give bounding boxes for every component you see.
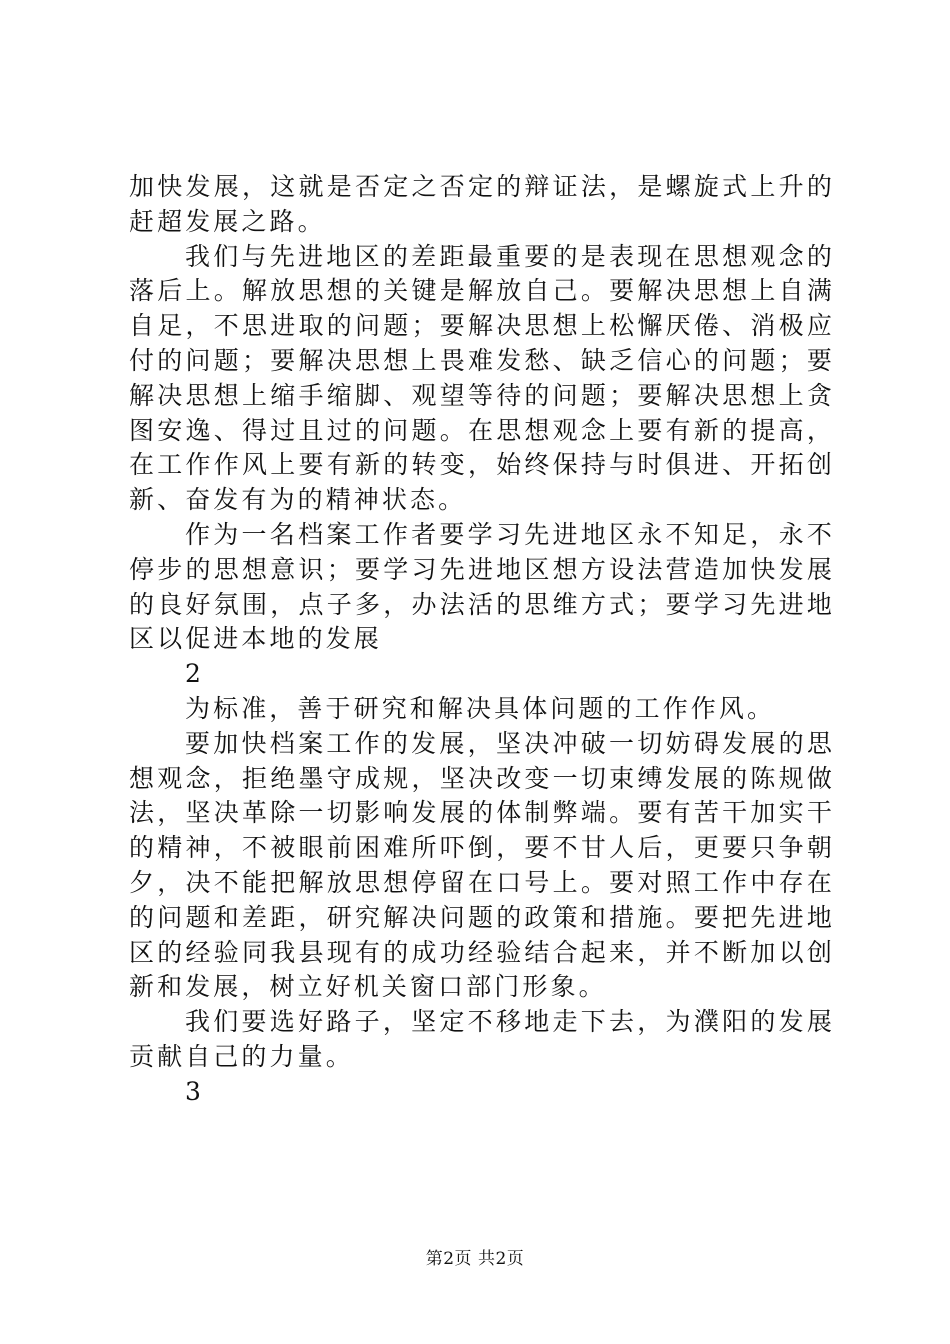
paragraph: 我们要选好路子，坚定不移地走下去，为濮阳的发展贡献自己的力量。 (129, 1007, 835, 1071)
paragraph: 作为一名档案工作者要学习先进地区永不知足，永不停步的思想意识；要学习先进地区想方设法营造加快发展的良好氛围，点子多，办法活的思维方式；要学习先进地区以促进本地的发展 (129, 519, 835, 654)
document-body (129, 170, 835, 1110)
paragraph: 加快发展，这就是否定之否定的辩证法，是螺旋式上升的赶超发展之路。 (129, 172, 835, 236)
paragraph: 要加快档案工作的发展，坚决冲破一切妨碍发展的思想观念，拒绝墨守成规，坚决改变一切束缚发展的陈规做法，坚决革除一切影响发展的体制弊端。要有苦干加实干的精神，不被眼前困难所吓倒，要不甘人后，更要只争朝夕，决不能把解放思想停留在口号上。要对照工作中存在的问题和差距，研究解决问题的政策和措施。要把先进地区的经验同我县现有的成功经验结合起来，并不断加以创新和发展，树立好机关窗口部门形象。 (129, 728, 835, 1002)
inline-page-number: 3 (185, 1076, 205, 1106)
paragraph: 为标准，善于研究和解决具体问题的工作作风。 (185, 693, 776, 723)
paragraph: 我们与先进地区的差距最重要的是表现在思想观念的落后上。解放思想的关键是解放自己。要解决思想上自满自足，不思进取的问题；要解决思想上松懈厌倦、消极应付的问题；要解决思想上畏难发愁、缺乏信心的问题；要解决思想上缩手缩脚、观望等待的问题；要解决思想上贪图安逸、得过且过的问题。在思想观念上要有新的提高，在工作作风上要有新的转变，始终保持与时俱进、开拓创新、奋发有为的精神状态。 (129, 241, 835, 515)
page-footer: 第2页 共2页 (425, 1249, 525, 1269)
inline-page-number: 2 (185, 659, 205, 689)
